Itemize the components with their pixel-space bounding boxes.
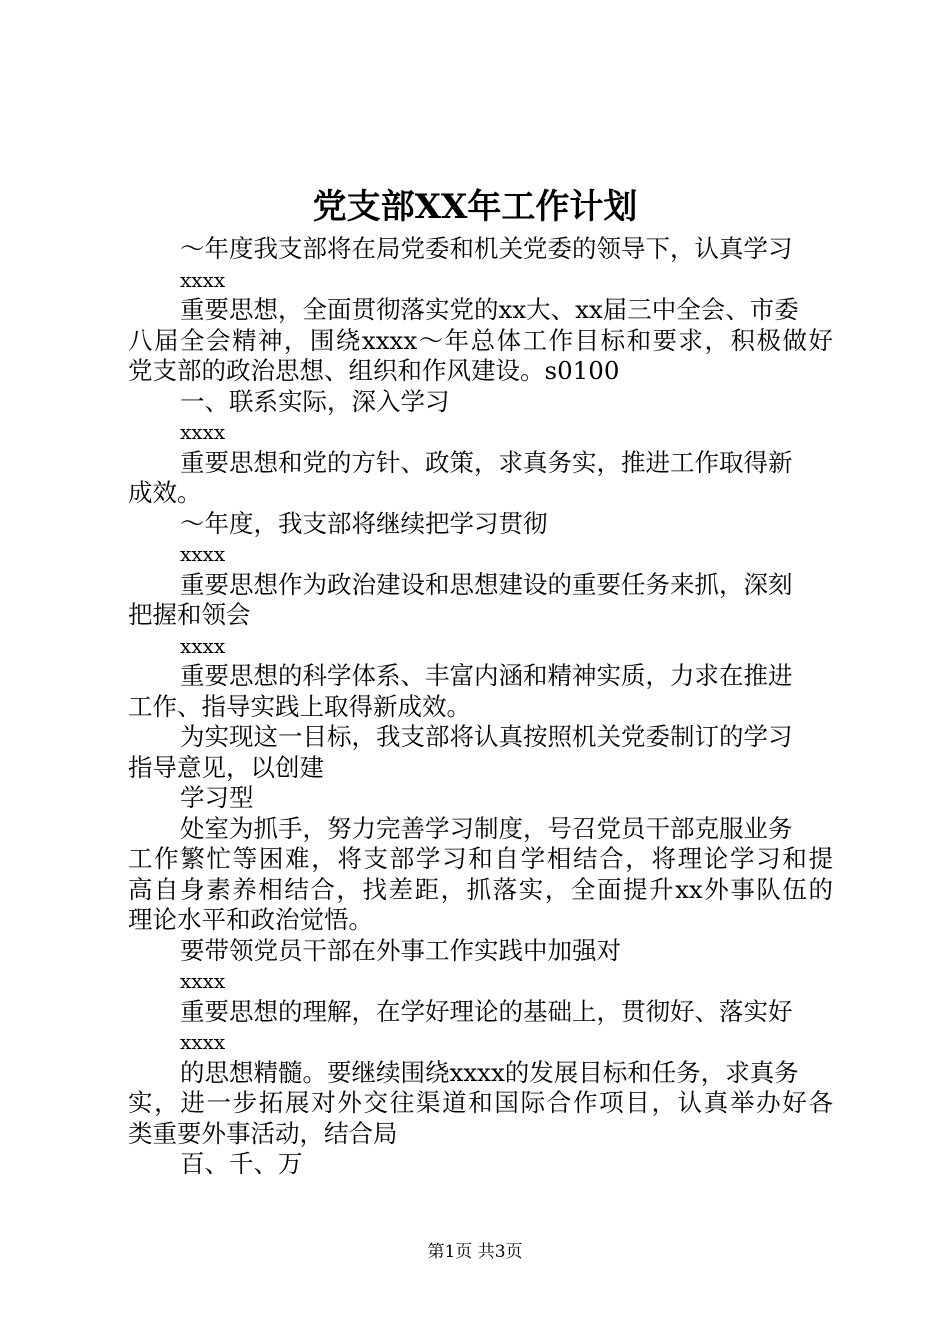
text-line: 要带领党员干部在外事工作实践中加强对 [180, 935, 621, 965]
text-line: ～年度我支部将在局党委和机关党委的领导下，认真学习 [180, 234, 793, 263]
text-line: 高自身素养相结合，找差距，抓落实，全面提升xx外事队伍的 [128, 874, 833, 904]
text-line: ～年度，我支部将继续把学习贯彻 [180, 508, 548, 538]
text-line: xxxx [180, 542, 226, 566]
document-body [128, 234, 833, 1180]
page-footer: 第1页 共3页 [427, 1242, 523, 1262]
text-line: 重要思想的科学体系、丰富内涵和精神实质，力求在推进 [180, 661, 793, 690]
text-line: 实，进一步拓展对外交往渠道和国际合作项目，认真举办好各 [128, 1088, 833, 1117]
text-line: xxxx [180, 1030, 226, 1054]
text-line: 处室为抓手，努力完善学习制度，号召党员干部克服业务 [180, 813, 793, 843]
text-line: 指导意见，以创建 [128, 752, 324, 782]
text-line: 重要思想作为政治建设和思想建设的重要任务来抓，深刻 [180, 569, 793, 599]
text-line: 学习型 [180, 783, 254, 812]
text-line: 百、千、万 [180, 1149, 303, 1178]
text-line: 八届全会精神，围绕xxxx～年总体工作目标和要求，积极做好 [128, 325, 833, 355]
text-line: 一、联系实际，深入学习 [180, 386, 450, 416]
text-line: 工作、指导实践上取得新成效。 [128, 691, 471, 721]
text-line: xxxx [180, 969, 226, 993]
text-line: xxxx [180, 267, 226, 292]
text-line: 为实现这一目标，我支部将认真按照机关党委制订的学习 [180, 722, 793, 751]
text-line: 成效。 [128, 478, 202, 507]
text-line: xxxx [180, 633, 226, 658]
text-line: 理论水平和政治觉悟。 [128, 905, 373, 934]
text-line: 类重要外事活动，结合局 [128, 1118, 398, 1148]
text-line: 把握和领会 [128, 600, 251, 629]
text-line: 的思想精髓。要继续围绕xxxx的发展目标和任务，求真务 [180, 1057, 799, 1087]
text-line: 重要思想和党的方针、政策，求真务实，推进工作取得新 [180, 447, 793, 477]
text-line: 工作繁忙等困难，将支部学习和自学相结合，将理论学习和提 [128, 844, 833, 873]
text-line: 重要思想的理解，在学好理论的基础上，贯彻好、落实好 [180, 996, 793, 1026]
document-title: 党支部XX年工作计划 [312, 187, 638, 227]
text-line: 重要思想，全面贯彻落实党的xx大、xx届三中全会、市委 [180, 295, 799, 324]
text-line: 党支部的政治思想、组织和作风建设。s0100 [128, 356, 620, 385]
text-line: xxxx [180, 420, 226, 444]
